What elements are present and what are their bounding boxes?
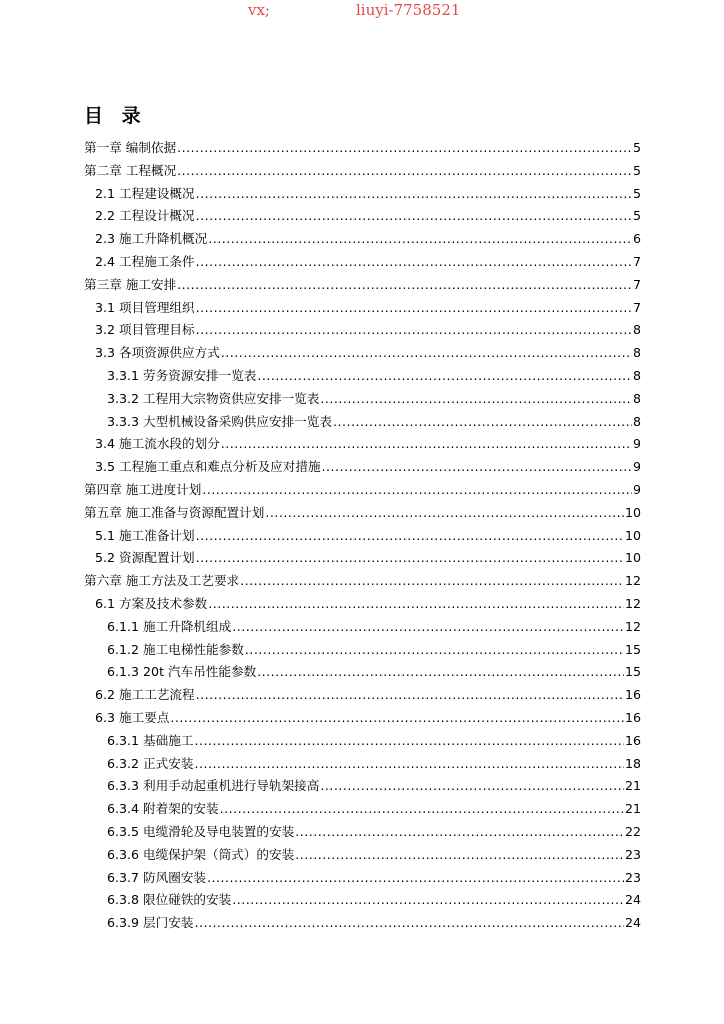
toc-entry-label: 3.5 工程施工重点和难点分析及应对措施: [95, 459, 321, 475]
toc-leader-dots: [221, 342, 632, 365]
toc-leader-dots: [202, 479, 632, 502]
toc-entry[interactable]: [84, 502, 641, 525]
toc-entry-label: 6.1.1 施工升降机组成: [107, 618, 232, 634]
toc-entry-label: 2.2 工程设计概况: [95, 208, 195, 224]
toc-entry-page-number: 10: [624, 550, 641, 566]
toc-leader-dots: [196, 547, 624, 570]
toc-leader-dots: [245, 639, 624, 662]
toc-entry[interactable]: [84, 730, 641, 753]
toc-leader-dots: [194, 730, 624, 753]
toc-entry-label: 6.1.3 20t 汽车吊性能参数: [107, 664, 257, 680]
toc-entry-label: 6.1.2 施工电梯性能参数: [107, 641, 244, 657]
toc-entry[interactable]: [84, 525, 641, 548]
toc-entry-label: 3.3 各项资源供应方式: [95, 345, 220, 361]
toc-entry[interactable]: [84, 205, 641, 228]
toc-entry-label: 6.3.5 电缆滑轮及导电装置的安装: [107, 823, 295, 839]
toc-entry-label: 第一章 编制依据: [84, 140, 177, 155]
toc-entry-page-number: 23: [624, 869, 641, 885]
toc-entry-page-number: 8: [632, 413, 641, 429]
toc-entry[interactable]: [84, 228, 641, 251]
toc-entry-page-number: 21: [624, 801, 641, 817]
watermark-contact-prefix: vx;: [248, 1, 270, 19]
toc-entry-label: 5.2 资源配置计划: [95, 550, 195, 566]
toc-entry-label: 6.3 施工要点: [95, 709, 170, 725]
toc-entry[interactable]: [84, 433, 641, 456]
toc-entry-label: 第二章 工程概况: [84, 162, 177, 178]
toc-entry-label: 2.1 工程建设概况: [95, 185, 195, 201]
toc-leader-dots: [257, 661, 624, 684]
toc-leader-dots: [196, 297, 632, 320]
toc-entry-label: 6.3.1 基础施工: [107, 732, 194, 748]
toc-entry-label: 6.3.7 防风圈安装: [107, 869, 207, 885]
toc-entry-page-number: 15: [624, 664, 641, 680]
toc-entry-label: 3.4 施工流水段的划分: [95, 436, 220, 452]
toc-entry-label: 第五章 施工准备与资源配置计划: [84, 504, 265, 520]
toc-leader-dots: [322, 456, 632, 479]
toc-leader-dots: [220, 798, 624, 821]
toc-entry-page-number: 23: [624, 846, 641, 862]
toc-entry[interactable]: [84, 479, 641, 502]
toc-entry-page-number: 12: [624, 595, 641, 611]
toc-entry[interactable]: [84, 616, 641, 639]
watermark: [0, 0, 724, 22]
toc-entry-label: 6.3.6 电缆保护架（筒式）的安装: [107, 846, 295, 862]
toc-entry-label: 2.4 工程施工条件: [95, 253, 195, 269]
toc-entry-page-number: 16: [624, 732, 641, 748]
toc-entry-page-number: 21: [624, 778, 641, 794]
toc-entry-label: 3.3.1 劳务资源安排一览表: [107, 367, 257, 383]
toc-entry-page-number: 5: [632, 140, 641, 155]
toc-entry[interactable]: [84, 160, 641, 183]
toc-entry-page-number: 8: [632, 322, 641, 338]
toc-leader-dots: [196, 684, 624, 707]
toc-entry[interactable]: [84, 570, 641, 593]
toc-leader-dots: [257, 365, 632, 388]
toc-entry[interactable]: [84, 342, 641, 365]
toc-leader-dots: [177, 274, 632, 297]
toc-entry-label: 第四章 施工进度计划: [84, 481, 202, 497]
toc-entry[interactable]: [84, 547, 641, 570]
toc-leader-dots: [196, 525, 624, 548]
toc-entry[interactable]: [84, 844, 641, 867]
toc-entry[interactable]: [84, 753, 641, 776]
toc-leader-dots: [207, 867, 624, 890]
toc-leader-dots: [177, 137, 632, 160]
toc-leader-dots: [232, 889, 624, 912]
toc-leader-dots: [177, 160, 632, 183]
toc-entry[interactable]: [84, 707, 641, 730]
toc-entry-label: 6.1 方案及技术参数: [95, 595, 208, 611]
toc-leader-dots: [194, 912, 624, 935]
toc-entry[interactable]: [84, 274, 641, 297]
toc-entry-label: 第三章 施工安排: [84, 276, 177, 292]
toc-entry-page-number: 7: [632, 299, 641, 315]
toc-entry[interactable]: [84, 183, 641, 206]
toc-entry-page-number: 18: [624, 755, 641, 771]
toc-entry[interactable]: [84, 912, 641, 935]
toc-entry[interactable]: [84, 297, 641, 320]
toc-entry-page-number: 16: [624, 687, 641, 703]
toc-entry-label: 2.3 施工升降机概况: [95, 231, 208, 247]
toc-entry[interactable]: [84, 639, 641, 662]
toc-entry-page-number: 9: [632, 481, 641, 497]
watermark-contact-id: liuyi-7758521: [356, 1, 461, 19]
toc-entry-page-number: 16: [624, 709, 641, 725]
toc-entry-page-number: 7: [632, 276, 641, 292]
toc-entry[interactable]: [84, 661, 641, 684]
toc-leader-dots: [320, 388, 632, 411]
toc-entry-page-number: 8: [632, 367, 641, 383]
toc-leader-dots: [232, 616, 624, 639]
toc-entry[interactable]: [84, 798, 641, 821]
toc-entry-page-number: 24: [624, 892, 641, 908]
toc-entry-page-number: 6: [632, 231, 641, 247]
toc-entry-page-number: 9: [632, 436, 641, 452]
toc-entry-page-number: 10: [624, 504, 641, 520]
toc-entry-label: 6.3.8 限位碰铁的安装: [107, 892, 232, 908]
toc-entry-label: 3.1 项目管理组织: [95, 299, 195, 315]
toc-entry[interactable]: [84, 684, 641, 707]
table-of-contents: [84, 137, 641, 935]
toc-entry-label: 6.3.9 层门安装: [107, 915, 194, 931]
toc-entry[interactable]: [84, 775, 641, 798]
toc-entry[interactable]: [84, 889, 641, 912]
toc-entry[interactable]: [84, 319, 641, 342]
toc-leader-dots: [221, 433, 632, 456]
toc-leader-dots: [295, 821, 624, 844]
toc-entry-label: 3.3.2 工程用大宗物资供应安排一览表: [107, 390, 320, 406]
toc-leader-dots: [295, 844, 624, 867]
toc-entry-page-number: 12: [624, 618, 641, 634]
toc-entry-page-number: 5: [632, 208, 641, 224]
toc-entry-page-number: 8: [632, 390, 641, 406]
toc-entry[interactable]: [84, 821, 641, 844]
toc-leader-dots: [170, 707, 624, 730]
toc-entry[interactable]: [84, 411, 641, 434]
toc-leader-dots: [196, 251, 632, 274]
toc-leader-dots: [333, 411, 632, 434]
toc-leader-dots: [196, 205, 632, 228]
toc-entry[interactable]: [84, 867, 641, 890]
toc-entry[interactable]: [84, 388, 641, 411]
toc-entry-page-number: 22: [624, 823, 641, 839]
toc-entry-page-number: 15: [624, 641, 641, 657]
toc-entry-label: 6.3.2 正式安装: [107, 755, 194, 771]
toc-entry-page-number: 8: [632, 345, 641, 361]
toc-entry-page-number: 7: [632, 253, 641, 269]
toc-leader-dots: [196, 319, 632, 342]
toc-leader-dots: [208, 593, 624, 616]
toc-entry-page-number: 24: [624, 915, 641, 931]
toc-entry-label: 3.2 项目管理目标: [95, 322, 195, 338]
toc-entry-label: 6.2 施工工艺流程: [95, 687, 195, 703]
toc-entry-label: 6.3.3 利用手动起重机进行导轨架接高: [107, 778, 320, 794]
toc-entry-label: 5.1 施工准备计划: [95, 527, 195, 543]
toc-entry-page-number: 5: [632, 162, 641, 178]
toc-leader-dots: [208, 228, 632, 251]
toc-leader-dots: [196, 183, 632, 206]
toc-entry-label: 6.3.4 附着架的安装: [107, 801, 219, 817]
toc-entry[interactable]: [84, 137, 641, 160]
toc-leader-dots: [194, 753, 624, 776]
toc-entry[interactable]: [84, 365, 641, 388]
toc-leader-dots: [265, 502, 624, 525]
toc-leader-dots: [320, 775, 624, 798]
toc-entry-page-number: 12: [624, 573, 641, 589]
toc-entry[interactable]: [84, 251, 641, 274]
toc-entry[interactable]: [84, 456, 641, 479]
toc-entry-page-number: 5: [632, 185, 641, 201]
toc-entry[interactable]: [84, 593, 641, 616]
toc-entry-label: 3.3.3 大型机械设备采购供应安排一览表: [107, 413, 332, 429]
toc-entry-label: 第六章 施工方法及工艺要求: [84, 573, 240, 589]
page-title: 目 录: [84, 105, 147, 127]
toc-entry-page-number: 10: [624, 527, 641, 543]
toc-entry-page-number: 9: [632, 459, 641, 475]
toc-leader-dots: [240, 570, 624, 593]
